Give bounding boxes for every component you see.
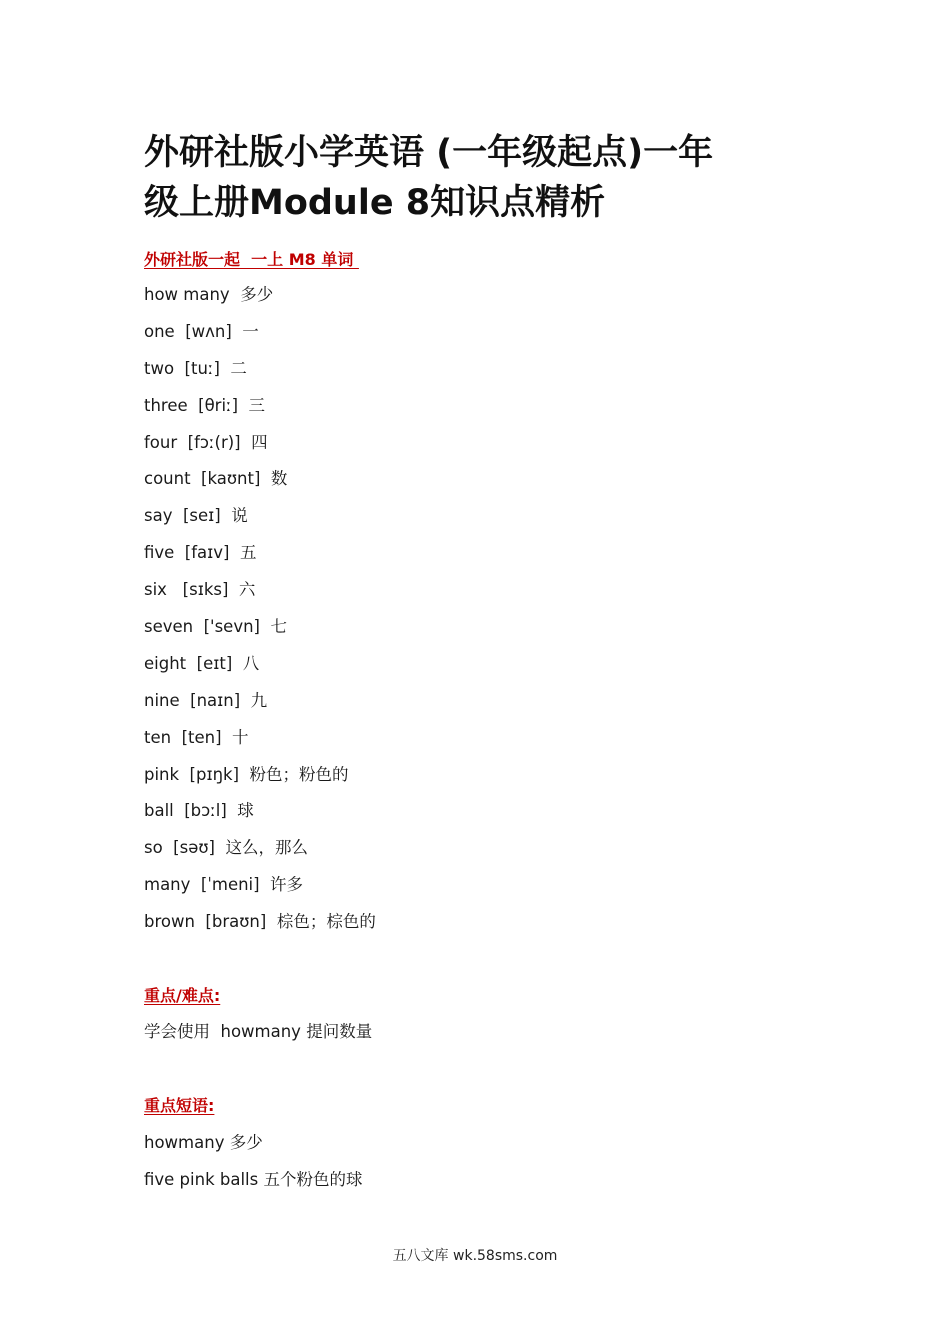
phrases-heading: 重点短语: xyxy=(144,1096,215,1115)
vocab-item: say [seɪ] 说 xyxy=(144,506,248,526)
vocab-item: four [fɔː(r)] 四 xyxy=(144,432,268,452)
vocab-item: many [ˈmeni] 许多 xyxy=(144,875,304,895)
vocab-item: pink [pɪŋk] 粉色；粉色的 xyxy=(144,764,349,784)
vocab-item: ten [ten] 十 xyxy=(144,727,249,747)
phrase-item: howmany 多少 xyxy=(144,1133,263,1152)
vocab-item: ball [bɔːl] 球 xyxy=(144,801,254,821)
vocab-item: so [səʊ] 这么，那么 xyxy=(144,838,308,858)
difficulty-text: 学会使用 howmany 提问数量 xyxy=(144,1022,373,1041)
vocab-item: count [kaʊnt] 数 xyxy=(144,469,288,489)
vocab-item: five [faɪv] 五 xyxy=(144,543,257,563)
page-footer: 五八文库 wk.58sms.com xyxy=(392,1248,558,1264)
vocab-item: two [tuː] 二 xyxy=(144,358,247,378)
vocab-item: how many 多少 xyxy=(144,285,274,304)
title-line-1: 外研社版小学英语 (一年级起点)一年 xyxy=(144,133,714,173)
vocab-item: brown [braʊn] 棕色；棕色的 xyxy=(144,912,376,932)
vocab-item: one [wʌn] 一 xyxy=(144,321,259,341)
vocab-item: seven ['sevn] 七 xyxy=(144,617,287,637)
vocab-item: eight [eɪt] 八 xyxy=(144,653,260,673)
phrase-item: five pink balls 五个粉色的球 xyxy=(144,1170,363,1189)
vocab-item: three [θriː] 三 xyxy=(144,395,266,415)
vocab-section-heading: 外研社版一起 一上 M8 单词 xyxy=(144,250,359,269)
vocab-item: six [sɪks] 六 xyxy=(144,580,256,600)
vocab-list xyxy=(144,284,376,948)
page-title xyxy=(144,128,824,228)
difficulty-heading: 重点/难点: xyxy=(144,986,221,1005)
title-line-2: 级上册Module 8知识点精析 xyxy=(144,183,606,223)
vocab-item: nine [naɪn] 九 xyxy=(144,690,268,710)
